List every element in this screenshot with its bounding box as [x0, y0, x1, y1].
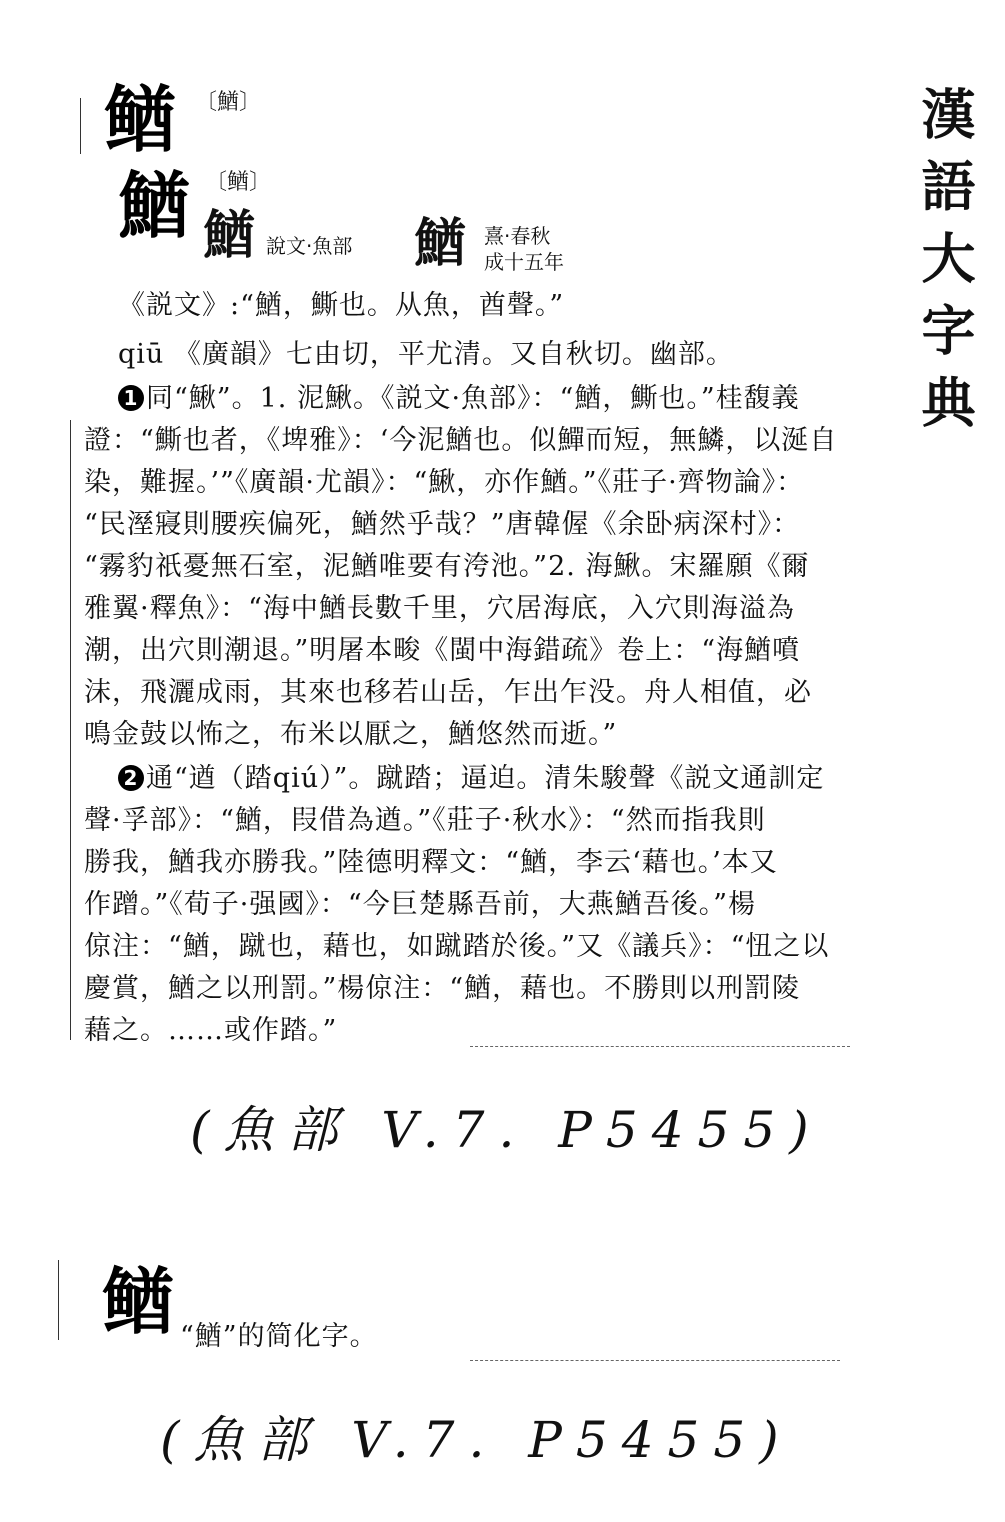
body-line-text: 同“鰍”。1. 泥鰍。《説文·魚部》：“鰌，䲉也。”桂馥義: [146, 383, 800, 414]
body-line: 雅翼·釋魚》：“海中鰌長數千里，穴居海底，入穴則海溢為: [84, 593, 795, 624]
body-line: 沫，飛灑成雨，其來也移若山岳，乍出乍没。舟人相值，必: [84, 677, 812, 708]
dictionary-title: 漢語大字典: [913, 86, 977, 446]
definition: “鰌”的简化字。: [180, 1321, 378, 1352]
margin-rule: [80, 98, 81, 154]
head-character: 䲡: [104, 77, 177, 162]
margin-rule: [70, 420, 71, 1040]
sense-1-line: [118, 380, 800, 417]
body-line: 勝我，鰌我亦勝我。”陸德明釋文：“鰌，李云‘藉也。’本又: [84, 847, 778, 878]
body-line: 倞注：“鰌，蹴也，藉也，如蹴踏於後。”又《議兵》：“忸之以: [84, 931, 830, 962]
handwritten-reference: (魚部 V.7. P5455): [190, 1101, 823, 1159]
sense-marker: 1: [118, 385, 144, 411]
body-line: 藉之。……或作踏。”: [84, 1015, 338, 1046]
head-character: 鰌: [118, 163, 191, 248]
body-line: 證：“䲉也者，《埤雅》：‘今泥鰌也。似鱓而短，無鱗，以涎自: [84, 425, 838, 456]
body-line-text: 通“遒（踏qiú）”。蹴踏；逼迫。清朱駿聲《説文通訓定: [146, 763, 825, 794]
body-line: 慶賞，鰌之以刑罰。”楊倞注：“鰌，藉也。不勝則以刑罰陵: [84, 973, 801, 1004]
bronze-source-line1: 熹·春秋: [484, 224, 551, 248]
head-character: 䲡: [102, 1259, 175, 1344]
section-divider: [470, 1360, 840, 1361]
bronze-source-line2: 成十五年: [484, 250, 564, 274]
seal-script-glyph: 鰌: [203, 205, 256, 266]
margin-rule: [58, 1260, 59, 1340]
variant-tag: 〔鰌〕: [195, 90, 262, 115]
body-line: “民溼寢則腰疾偏死，鰌然乎哉？”唐韓偓《余卧病深村》：: [84, 509, 801, 540]
body-line: 聲·孚部》：“鰌，叚借為遒。”《莊子·秋水》：“然而指我則: [84, 805, 766, 836]
bronze-script-glyph: 鰌: [414, 213, 467, 274]
body-line: 潮，出穴則潮退。”明屠本畯《閩中海錯疏》卷上：“海鰌噴: [84, 635, 801, 666]
seal-source: 說文·魚部: [266, 234, 353, 258]
section-divider: [470, 1046, 850, 1047]
body-line: 染，難握。’”《廣韻·尤韻》：“鰍，亦作鰌。”《莊子·齊物論》：: [84, 467, 805, 498]
sense-marker: 2: [118, 765, 144, 791]
variant-tag: 〔䲡〕: [205, 170, 272, 195]
body-line: 作蹭。”《荀子·强國》：“今巨楚縣吾前，大燕鰌吾後。”楊: [84, 889, 756, 920]
sense-2-line: [118, 760, 824, 797]
handwritten-reference: (魚部 V.7. P5455): [160, 1411, 793, 1469]
body-line: 鳴金鼓以怖之，布米以厭之，鰌悠然而逝。”: [84, 719, 618, 750]
body-line: “霧豹祇憂無石室，泥鰌唯要有洿池。”2. 海鰍。宋羅願《爾: [84, 551, 810, 582]
body-line: qiū 《廣韻》七由切，平尤清。又自秋切。幽部。: [118, 339, 734, 370]
body-line: 《説文》:“鰌，䲉也。从魚，酋聲。”: [118, 290, 565, 321]
